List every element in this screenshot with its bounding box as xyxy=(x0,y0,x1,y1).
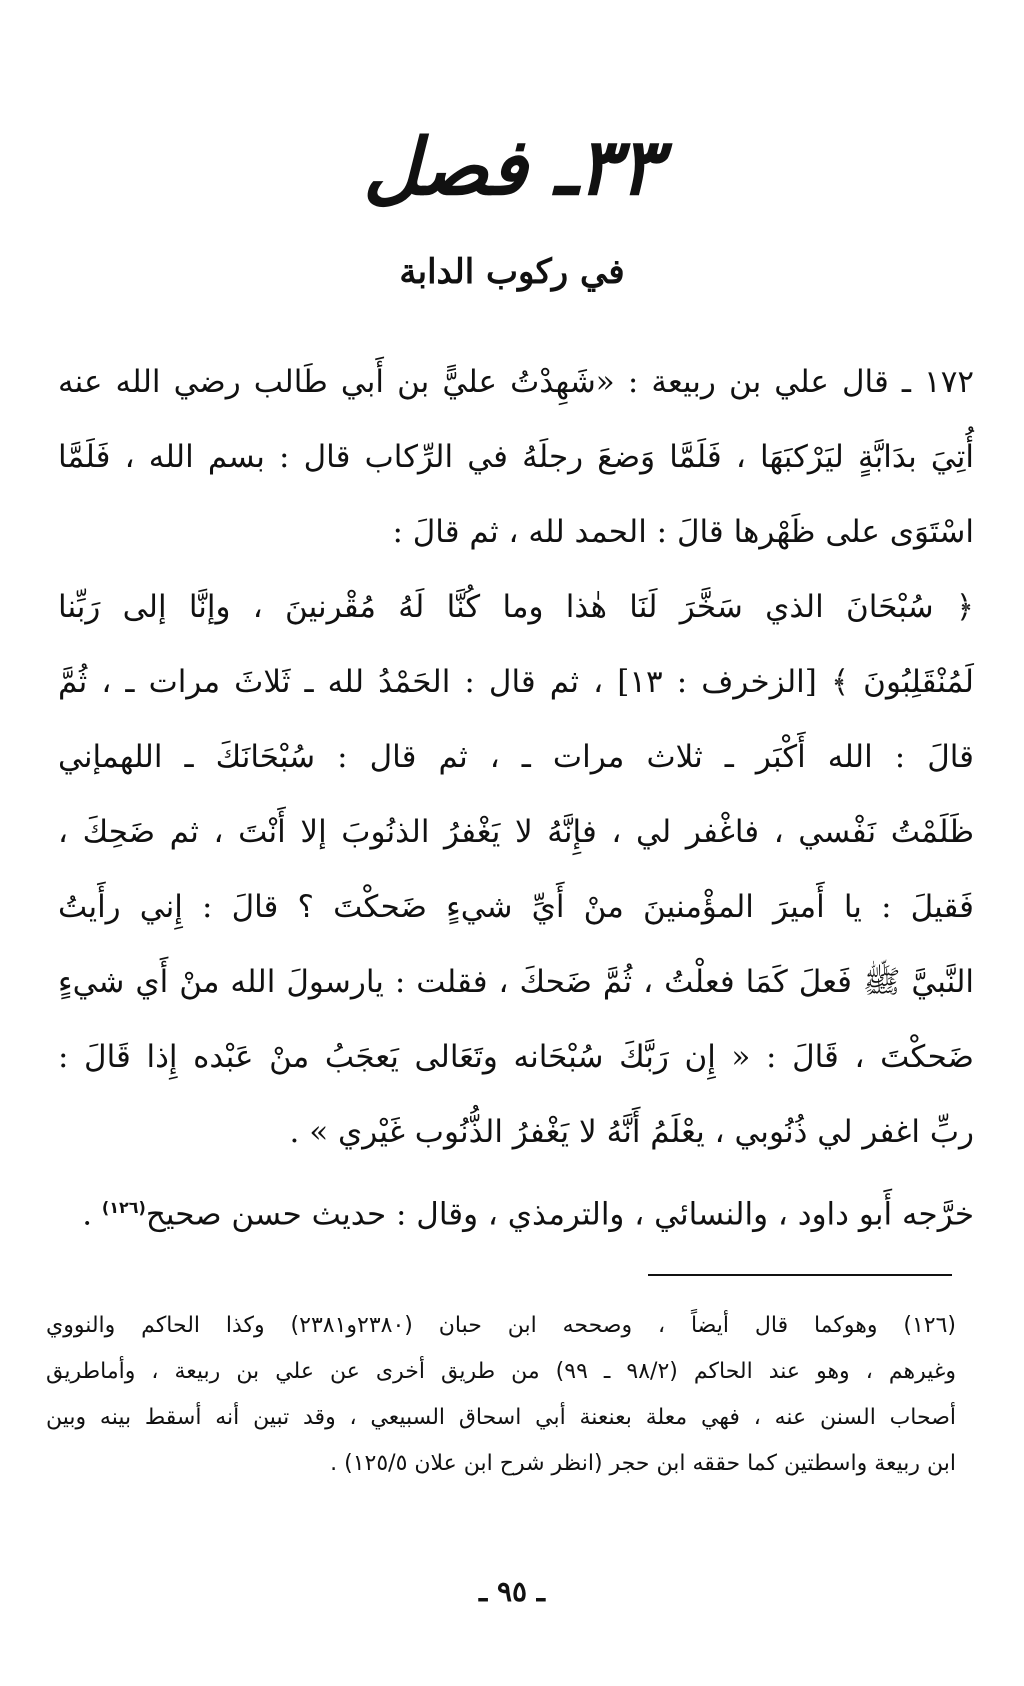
hadith-body xyxy=(58,345,974,1252)
body-line: ظَلَمْتُ نَفْسي ، فاغْفر لي ، فإِنَّهُ لا يَغْفرُ الذنُوبَ إلا أَنْتَ ، ثم ضَحِكَ ، xyxy=(58,814,974,850)
footnote-line: (١٢٦) وهوكما قال أيضاً ، وصححه ابن حبان (٢٣٨٠و٢٣٨١) وكذا الحاكم والنووي xyxy=(46,1313,956,1338)
footnote-line: وغيرهم ، وهو عند الحاكم (٩٨/٢ ـ ٩٩) من طريق أخرى عن علي بن ربيعة ، وأماطريق xyxy=(46,1359,956,1384)
body-line: النَّبيَّ ﷺ فَعلَ كَمَا فعلْتُ ، ثُمَّ ضَحكَ ، فقلت : يارسولَ الله منْ أَي شيءٍ xyxy=(58,964,974,1000)
body-line: ١٧٢ ـ قال علي بن ربيعة : «شَهِدْتُ عليًّ بن أَبي طَالب رضي الله عنه xyxy=(58,364,974,400)
body-line: اسْتَوَى على ظَهْرها قالَ : الحمد لله ، ثم قالَ : xyxy=(392,514,974,550)
source-end: . xyxy=(82,1196,93,1233)
footnote-divider xyxy=(648,1274,952,1276)
chapter-title: ٣٣ـ فصل xyxy=(363,122,661,213)
footnotes xyxy=(46,1303,956,1487)
body-line: ربِّ اغفر لي ذُنُوبي ، يعْلَمُ أَنَّهُ لا يَغْفرُ الذُّنُوب غَيْري » . xyxy=(289,1114,974,1150)
page-number: ـ ٩٥ ـ xyxy=(479,1575,545,1608)
footnote-line: ابن ربيعة واسطتين كما حققه ابن حجر (انظر شرح ابن علان ١٢٥/٥) . xyxy=(330,1451,956,1476)
footnote-line: أصحاب السنن عنه ، فهي معلة بعنعنة أبي اسحاق السبيعي ، وقد تبين أنه أسقط بينه وبين xyxy=(46,1405,956,1430)
body-line: أُتِيَ بدَابَّةٍ ليَرْكبَهَا ، فَلَمَّا وَضعَ رجلَهُ في الرِّكاب قال : بسم الله ، فَلَمَّا xyxy=(58,439,974,475)
body-line: فَقيلَ : يا أَميرَ المؤْمنينَ منْ أَيِّ شيءٍ ضَحكْتَ ؟ قالَ : إِني رأَيتُ xyxy=(58,889,974,925)
chapter-subtitle: في ركوب الدابة xyxy=(399,252,625,292)
body-line: قالَ : الله أَكْبَر ـ ثلاث مرات ـ ، ثم قال : سُبْحَانَكَ ـ اللهمإني xyxy=(58,739,974,775)
body-line: ضَحكْتَ ، قَالَ : « إِن رَبَّكَ سُبْحَانه وتَعَالى يَعجَبُ منْ عَبْده إِذا قَالَ : xyxy=(58,1039,974,1075)
footnote-ref-126[interactable]: (١٢٦) xyxy=(101,1198,146,1217)
source-line xyxy=(58,1170,974,1252)
body-line: لَمُنْقَلِبُونَ ﴾ [الزخرف : ١٣] ، ثم قال : الحَمْدُ لله ـ ثَلاثَ مرات ـ ، ثُمَّ xyxy=(58,664,974,700)
source-text: خرَّجه أَبو داود ، والنسائي ، والترمذي ، وقال : حديث حسن صحيح xyxy=(145,1196,974,1233)
body-line: ﴿ سُبْحَانَ الذي سَخَّرَ لَنَا هٰذا وما كُنَّا لَهُ مُقْرنينَ ، وإنَّا إلى رَبِّنا xyxy=(58,589,974,625)
